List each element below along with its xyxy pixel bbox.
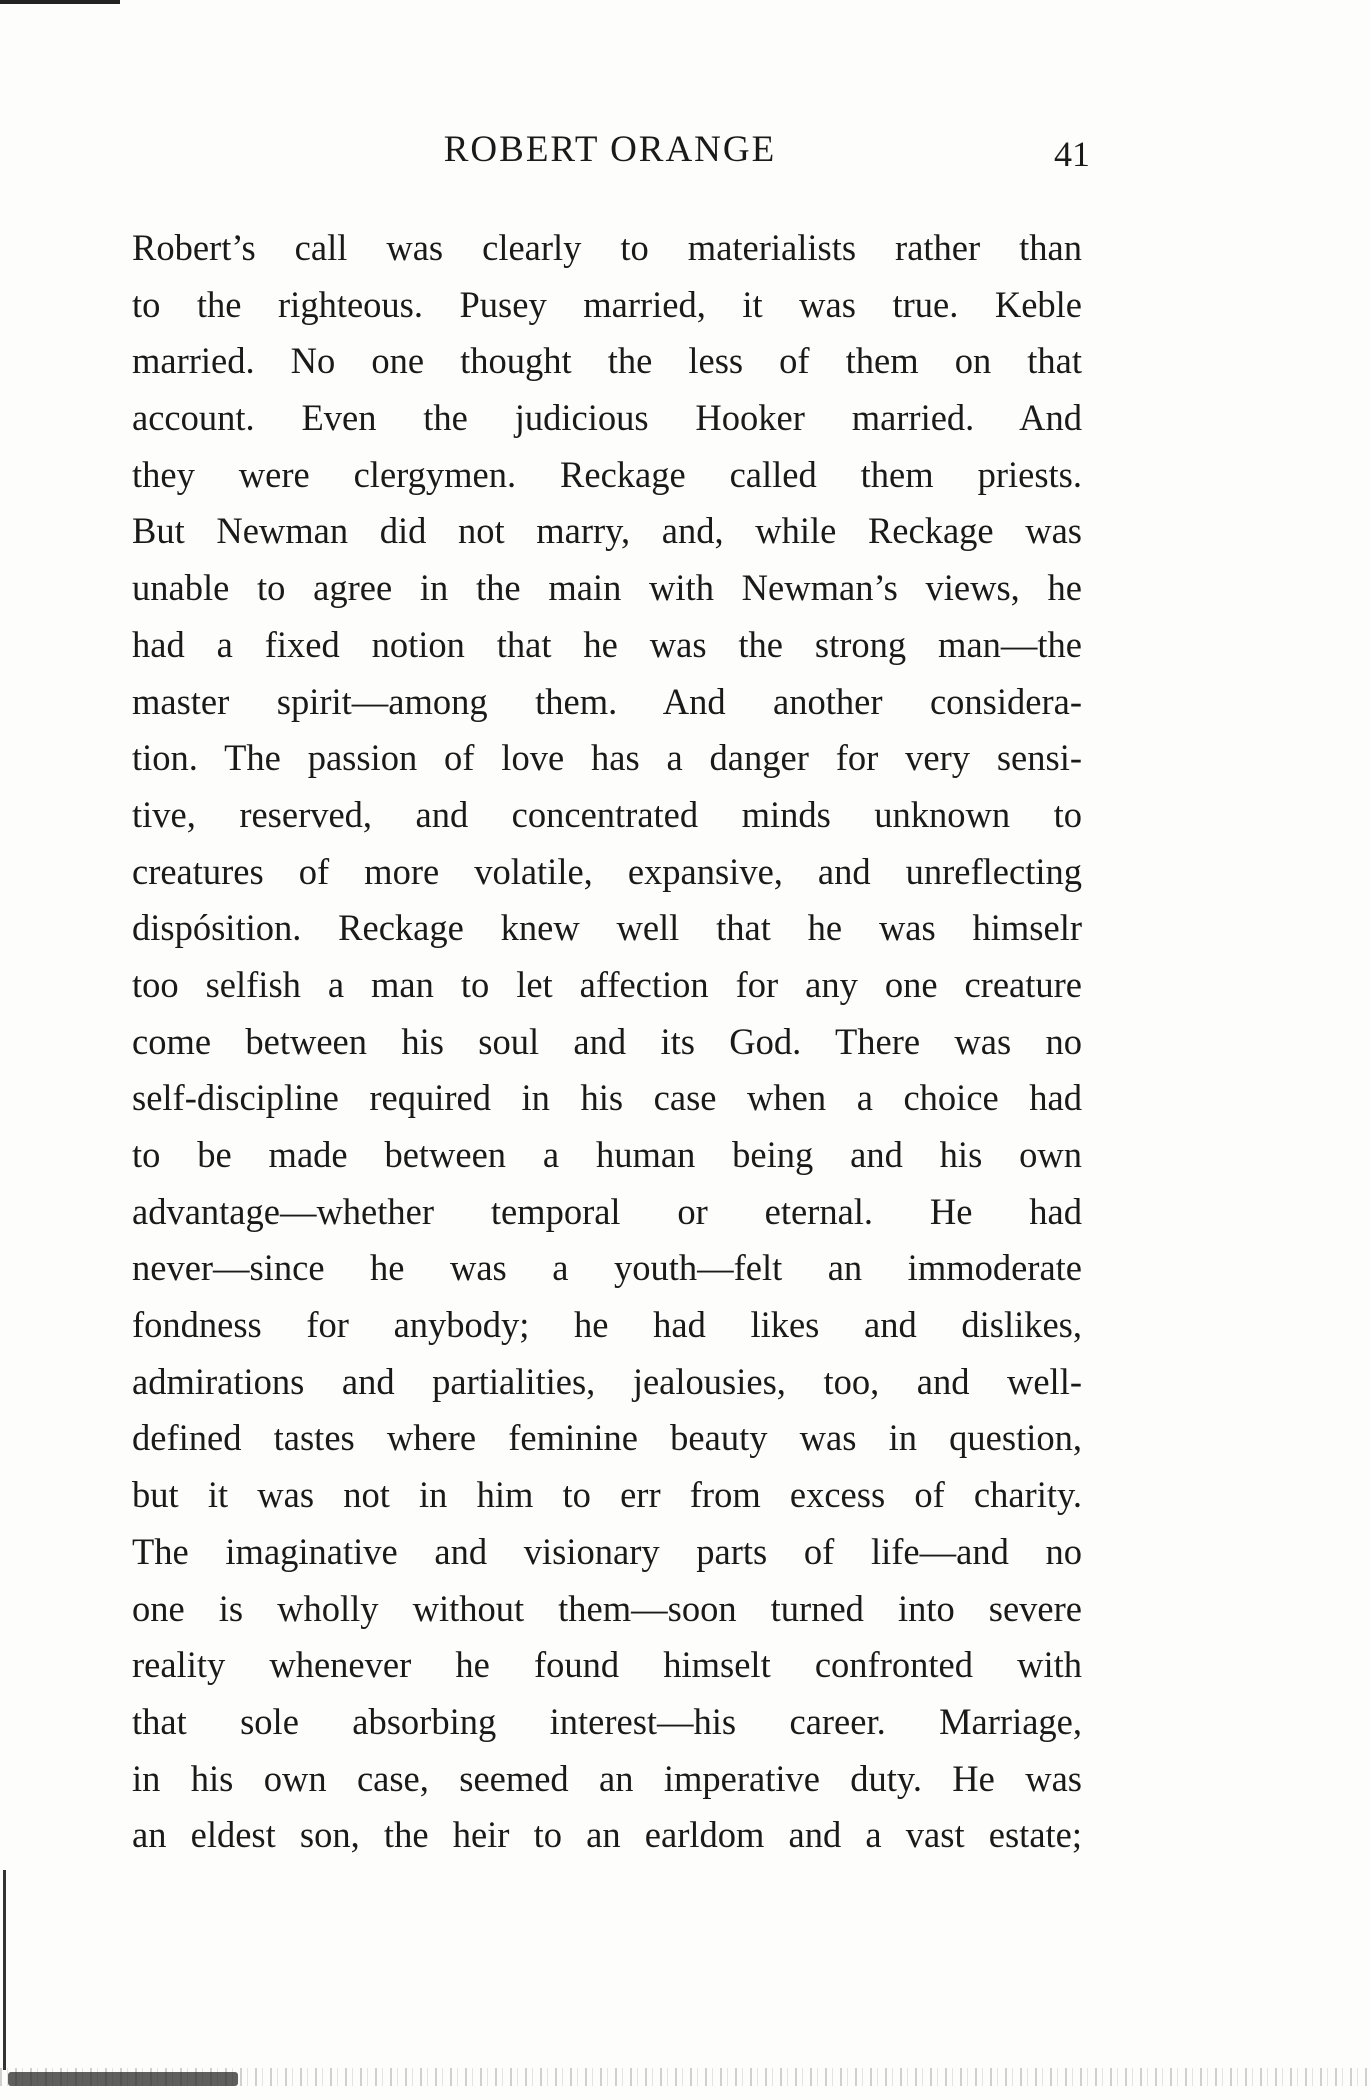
text-line: The imaginative and visionary parts of life—and no — [132, 1530, 1082, 1572]
text-line: come between his soul and its God. There was no — [132, 1020, 1082, 1062]
text-line: master spirit—among them. And another considera- — [132, 680, 1082, 722]
text-line: creatures of more volatile, expansive, and unreflecting — [132, 850, 1082, 892]
running-head — [130, 125, 1090, 175]
text-line: reality whenever he found himselt confronted with — [132, 1644, 1082, 1686]
text-line: too selfish a man to let affection for any one creature — [132, 963, 1082, 1005]
text-line: to be made between a human being and his own — [132, 1134, 1082, 1175]
text-line: Robert’s call was clearly to materialists rather than — [132, 227, 1082, 268]
text-line: tive, reserved, and concentrated minds unknown to — [132, 793, 1082, 835]
text-line: never—since he was a youth—felt an immoderate — [132, 1247, 1082, 1289]
body-text — [132, 220, 1082, 1864]
text-line: dispósition. Reckage knew well that he was himselr — [132, 907, 1082, 949]
text-line: defined tastes where feminine beauty was in question, — [132, 1417, 1082, 1459]
scan-artifact-top — [0, 0, 120, 4]
text-line: married. No one thought the less of them on that — [132, 340, 1082, 382]
text-line: But Newman did not marry, and, while Reckage was — [132, 510, 1082, 552]
text-line: admirations and partialities, jealousies, too, and well- — [132, 1360, 1082, 1402]
text-line: to the righteous. Pusey married, it was true. Keble — [132, 283, 1082, 325]
text-line: fondness for anybody; he had likes and dislikes, — [132, 1304, 1082, 1346]
text-line: that sole absorbing interest—his career. Marriage, — [132, 1700, 1082, 1742]
text-line: unable to agree in the main with Newman’s views, he — [132, 567, 1082, 609]
page-number: 41 — [1054, 134, 1090, 174]
text-line: in his own case, seemed an imperative duty. He was — [132, 1757, 1082, 1799]
text-line: tion. The passion of love has a danger for very sensi- — [132, 737, 1082, 779]
text-line: one is wholly without them—soon turned into severe — [132, 1587, 1082, 1629]
text-line: had a fixed notion that he was the strong man—the — [132, 623, 1082, 665]
text-line: they were clergymen. Reckage called them priests. — [132, 453, 1082, 495]
text-line: account. Even the judicious Hooker married. And — [132, 397, 1082, 439]
scan-artifact-bottom-blot — [8, 2072, 238, 2086]
text-line: an eldest son, the heir to an earldom and a vast estate; — [132, 1814, 1082, 1856]
running-title: ROBERT ORANGE — [443, 129, 777, 170]
text-line: advantage—whether temporal or eternal. He had — [132, 1190, 1082, 1232]
scan-artifact-left-edge — [3, 1870, 6, 2070]
text-line: but it was not in him to err from excess of charity. — [132, 1474, 1082, 1516]
text-line: self-discipline required in his case when a choice had — [132, 1077, 1082, 1119]
